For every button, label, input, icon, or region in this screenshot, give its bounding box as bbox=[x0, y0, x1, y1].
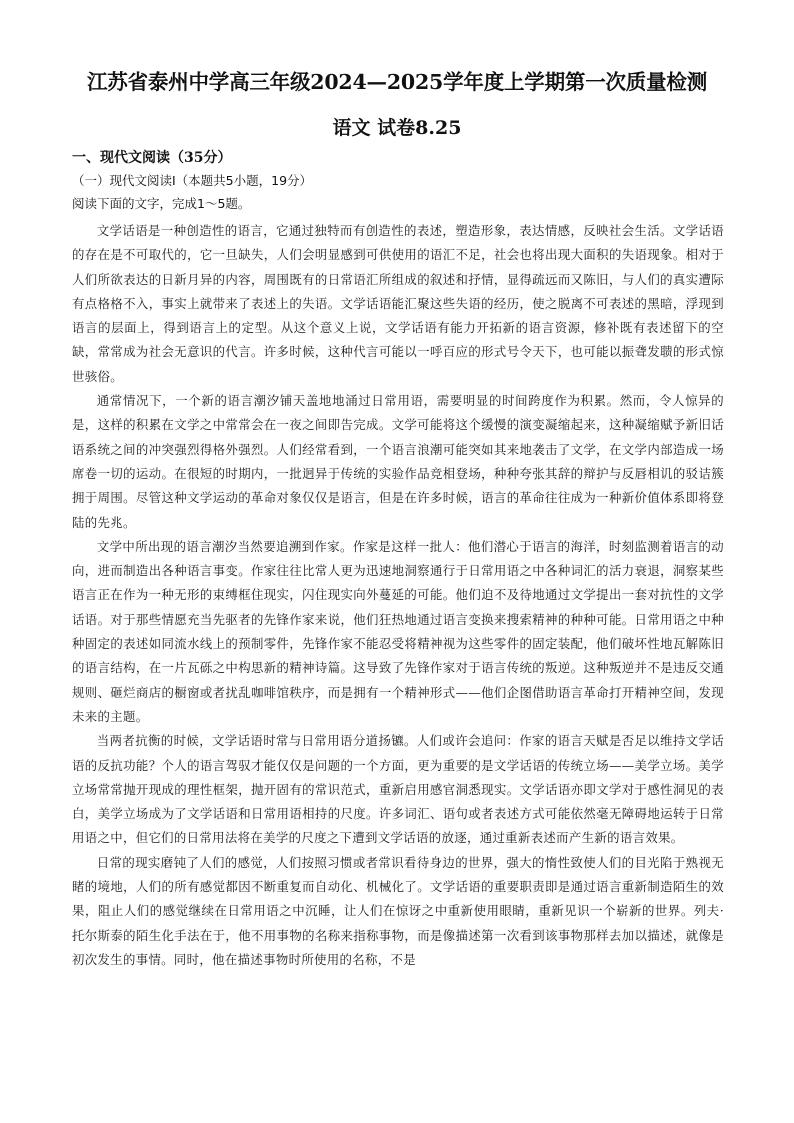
exam-title: 江苏省泰州中学高三年级2024—2025学年度上学期第一次质量检测 bbox=[86, 70, 707, 94]
passage-paragraph-4: 当两者抗衡的时候，文学话语时常与日常用语分道扬镳。人们或许会追问：作家的语言天赋是否足以维持文学话语的反抗功能？个人的语言驾驭才能仅仅是问题的一个方面，更为重要的是文学话语的传统立场——美学立场。美学立场常常抛开现成的理性框架，抛开固有的常识范式，重新启用感官洞悉现实。文学话语亦即文学对于感性洞见的表白，美学立场成为了文学话语和日常用语相持的尺度。许多词汇、语句或者表述方式可能依然毫无障碍地运转于日常用语之中，但它们的日常用法将在美学的尺度之下遭到文学话语的放逐，通过重新表述而产生新的语言效果。 bbox=[72, 733, 724, 846]
passage-paragraph-3: 文学中所出现的语言潮汐当然要追溯到作家。作家是这样一批人：他们潜心于语言的海洋，时刻监测着语言的动向，进而制造出各种语言事变。作家往往比常人更为迅速地洞察通行于日常用语之中各种词汇的活力衰退，洞察某些语言正在作为一种无形的束缚框住现实，闪住现实向外蔓延的可能。他们迫不及待地通过文学提出一套对抗性的文学话语。对于那些情愿充当先驱者的先锋作家来说，他们狂热地通过语言变换来搜索精神的种种可能。日常用语之中种种固定的表述如同流水线上的预制零件，先锋作家不能忍受将精神视为这些零件的固定装配，他们破坏性地瓦解陈旧的语言结构，在一片瓦砾之中构思新的精神诗篇。这导致了先锋作家对于语言传统的叛逆。这种叛逆并不是违反交通规则、砸烂商店的橱窗或者扰乱咖啡馆秩序，而是拥有一个精神形式——他们企图借助语言革命打开精神空间，发现未来的主题。 bbox=[72, 538, 724, 724]
passage-paragraph-5: 日常的现实磨钝了人们的感觉，人们按照习惯或者常识看待身边的世界，强大的惰性致使人们的目光陷于熟视无睹的境地，人们的所有感觉都因不断重复而自动化、机械化了。文学话语的重要职责即是通过语言重新制造陌生的效果，阻止人们的感觉继续在日常用语之中沉睡，让人们在惊讶之中重新使用眼睛，重新见识一个崭新的世界。列夫·托尔斯泰的陌生化手法在于，他不用事物的名称来指称事物，而是像描述第一次看到该事物那样去加以描述，就像是初次发生的事情。同时，他在描述事物时所使用的名称，不是 bbox=[72, 854, 724, 967]
passage-paragraph-1: 文学话语是一种创造性的语言，它通过独特而有创造性的表述，塑造形象，表达情感，反映社会生活。文学话语的存在是不可取代的，它一旦缺失，人们会明显感到可供使用的语汇不足，社会也将出现大面积的失语现象。相对于人们所欲表达的日新月异的内容，周围既有的日常语汇所组成的叙述和抒情，显得疏远而又陈旧，与人们的真实遭际有点格格不入，事实上就带来了表述上的失语。文学话语能汇聚这些失语的经历，使之脱离不可表述的黑暗，浮现到语言的层面上，得到语言上的定型。从这个意义上说，文学话语有能力开拓新的语言资源，修补既有表述留下的空缺，常常成为社会无意识的代言。许多时候，这种代言可能以一呼百应的形式号令天下，也可能以振聋发聩的形式惊世骇俗。 bbox=[72, 223, 724, 384]
reading-instruction: 阅读下面的文字，完成1～5题。 bbox=[72, 196, 251, 211]
section-heading: 一、现代文阅读（35分） bbox=[72, 150, 232, 166]
subsection-heading: （一）现代文阅读Ⅰ（本题共5小题，19分） bbox=[72, 173, 313, 188]
passage-paragraph-2: 通常情况下，一个新的语言潮汐铺天盖地地涌过日常用语，需要明显的时间跨度作为积累。然而，令人惊异的是，这样的积累在文学之中常常会在一夜之间即告完成。文学可能将这个缓慢的演变凝缩起来，这种凝缩赋予新旧话语系统之间的冲突强烈得格外强烈。人们经常看到，一个语言浪潮可能突如其来地袭击了文学，在文学内部造成一场席卷一切的运动。在很短的时期内，一批迥异于传统的实验作品竞相登场，种种夸张其辞的辩护与反唇相讥的驳诘簇拥于周围。尽管这种文学运动的革命对象仅仅是语言，但是在许多时候，语言的革命往往成为一种新价值体系即将登陆的先兆。 bbox=[72, 393, 724, 530]
reading-passage bbox=[72, 219, 724, 972]
exam-subtitle: 语文 试卷8.25 bbox=[332, 117, 462, 139]
